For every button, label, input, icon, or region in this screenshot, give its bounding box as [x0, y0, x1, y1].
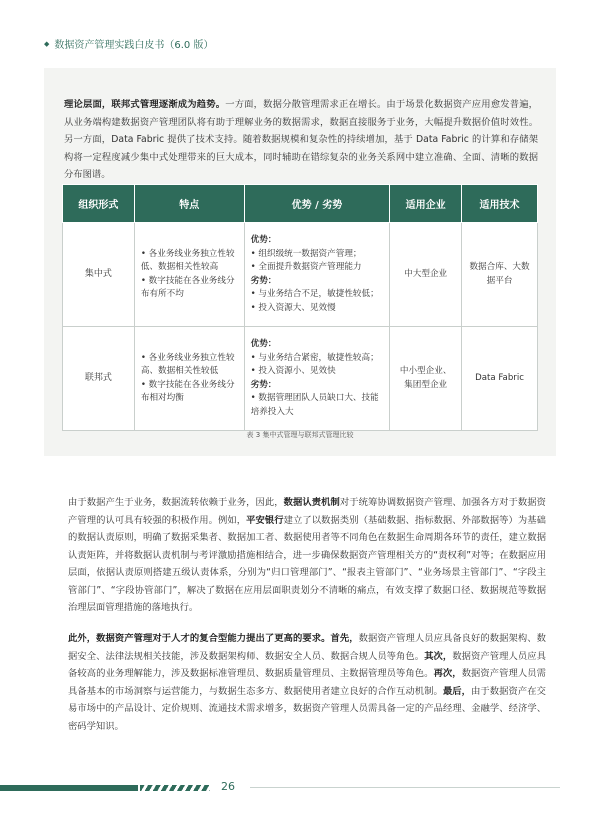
- table-header-row: [63, 185, 538, 223]
- text-span: 对于统筹协调数据资产管理、加强各方对于数据资产管理的认可具有较强的积极作用。例如，: [68, 497, 546, 526]
- running-header: [44, 36, 213, 51]
- bold-term: 最后，: [442, 685, 472, 697]
- pros-cons-cell: [244, 327, 390, 431]
- diamond-icon: ◆: [44, 39, 50, 48]
- disadvantage-item: • 数据管理团队人员缺口大、技能培养投入大: [250, 393, 379, 417]
- table-row: [63, 327, 538, 431]
- comparison-table: [62, 184, 538, 431]
- bold-term: 数据认责机制: [283, 497, 340, 508]
- page-footer: [0, 780, 600, 794]
- footer-bar: [0, 785, 138, 791]
- feature-item: • 数字技能在各业务线分布相对均衡: [140, 379, 235, 403]
- bold-term: 再次，: [433, 668, 462, 679]
- features-cell: [134, 223, 244, 327]
- bold-term: 平安银行: [246, 514, 284, 526]
- advantage-item: • 投入资源小、见效快: [250, 366, 336, 376]
- text-span: 数据资产管理人员应具备较高的业务理解能力，涉及数据标准管理员、数据质量管理员、主数据管理员等角色。: [68, 650, 546, 679]
- document-title: 数据资产管理实践白皮书（6.0 版）: [54, 40, 214, 51]
- text-span: 由于数据资产在交易市场中的产品设计、定价规则、流通技术需求增多，数据资产管理人员需具备一定的产品经理、金融学、经济学、密码学知识。: [68, 685, 546, 732]
- table-caption: 表 3 集中式管理与联邦式管理比较: [246, 431, 354, 439]
- intro-bold: 理论层面，联邦式管理逐渐成为趋势。: [64, 99, 226, 110]
- callout-box: [44, 68, 556, 456]
- feature-item: • 各业务线业务独立性较低、数据相关性较高: [140, 248, 235, 272]
- enterprise-cell: 中小型企业、集团型企业: [390, 327, 462, 431]
- body-paragraph-talent: [68, 630, 546, 735]
- technology-cell: Data Fabric: [462, 327, 538, 431]
- advantage-item: • 组织级统一数据资产管理；: [250, 248, 362, 259]
- disadvantage-label: 劣势：: [250, 275, 277, 286]
- disadvantage-label: 劣势：: [250, 379, 277, 390]
- table-row: [63, 223, 538, 327]
- table-header: 优势 / 劣势: [244, 185, 390, 223]
- features-cell: [134, 327, 244, 431]
- footer-rule: [250, 787, 560, 788]
- advantage-item: • 全面提升数据资产管理能力: [250, 262, 362, 272]
- enterprise-cell: 中大型企业: [390, 223, 462, 327]
- bold-term: 其次，: [424, 650, 453, 662]
- advantage-item: • 与业务结合紧密，敏捷性较高；: [250, 352, 379, 363]
- table-header: 组织形式: [63, 185, 135, 223]
- table-header: 适用技术: [462, 185, 538, 223]
- bold-term: 此外，数据资产管理对于人才的复合型能力提出了更高的要求。首先，: [68, 633, 359, 644]
- org-form-cell: 集中式: [63, 223, 135, 327]
- intro-paragraph: [64, 96, 538, 184]
- org-form-cell: 联邦式: [63, 327, 135, 431]
- text-span: 由于数据产生于业务，数据流转依赖于业务，因此，: [68, 497, 284, 508]
- advantage-label: 优势：: [250, 235, 277, 245]
- text-span: 建立了以数据类别（基础数据、指标数据、外部数据等）为基础的数据认责原则，明确了数据采集者、数据加工者、数据使用者等不同角色在数据生命周期各环节的责任，建立数据认责矩阵，并将数据认责机制与考评激励措施相结合，进一步确保数据资产管理相关方的“责权利”对等；在数据应用层面，依据认责原则搭建五级认责体系，分别为“归口管理部门”、“报表主管部门”、“业务场景主管部门”、“字段主管部门”、“字段协管部门”，解决了数据在应用层面职责划分不清晰的痛点，有效支撑了数据口径、数据规范等数据治理层面管理措施的落地执行。: [68, 514, 546, 613]
- page-number: 26: [221, 780, 235, 793]
- intro-text: 一方面，数据分散管理需求正在增长。由于场景化数据资产应用愈发普遍，从业务端构建数据资产管理团队将有助于理解业务的数据需求，数据直接服务于业务，大幅提升数据价值时效性。另一方面，Data Fabric 提供了技术支持。随着数据规模和复杂性的持续增加，基于 Data Fabric 的计算和存储架构将一定程度减少集中式处理带来的巨大成本，同时辅助在错综复杂的业务关系网中建立准确、全面、清晰的数据分布图谱。: [64, 99, 538, 180]
- table-header: 适用企业: [390, 185, 462, 223]
- table-header: 特点: [134, 185, 244, 223]
- text-span: 数据资产管理人员应具备良好的数据架构、数据安全、法律法规相关技能，涉及数据架构师、数据安全人员、数据合规人员等角色。: [68, 633, 546, 662]
- feature-item: • 各业务线业务独立性较高、数据相关性较低: [140, 352, 235, 376]
- feature-item: • 数字技能在各业务线分布有所不均: [140, 275, 235, 299]
- advantage-label: 优势：: [250, 339, 277, 349]
- disadvantage-item: • 与业务结合不足，敏捷性较低；: [250, 289, 379, 299]
- technology-cell: 数据合库、大数据平台: [462, 223, 538, 327]
- disadvantage-item: • 投入资源大、见效慢: [250, 302, 336, 313]
- footer-stripes: [140, 785, 210, 791]
- pros-cons-cell: [244, 223, 390, 327]
- text-span: 数据资产管理人员需具备基本的市场洞察与运营能力，与数据生态多方、数据使用者建立良好的合作互动机制。: [68, 668, 546, 697]
- body-paragraph-accountability: [68, 494, 546, 617]
